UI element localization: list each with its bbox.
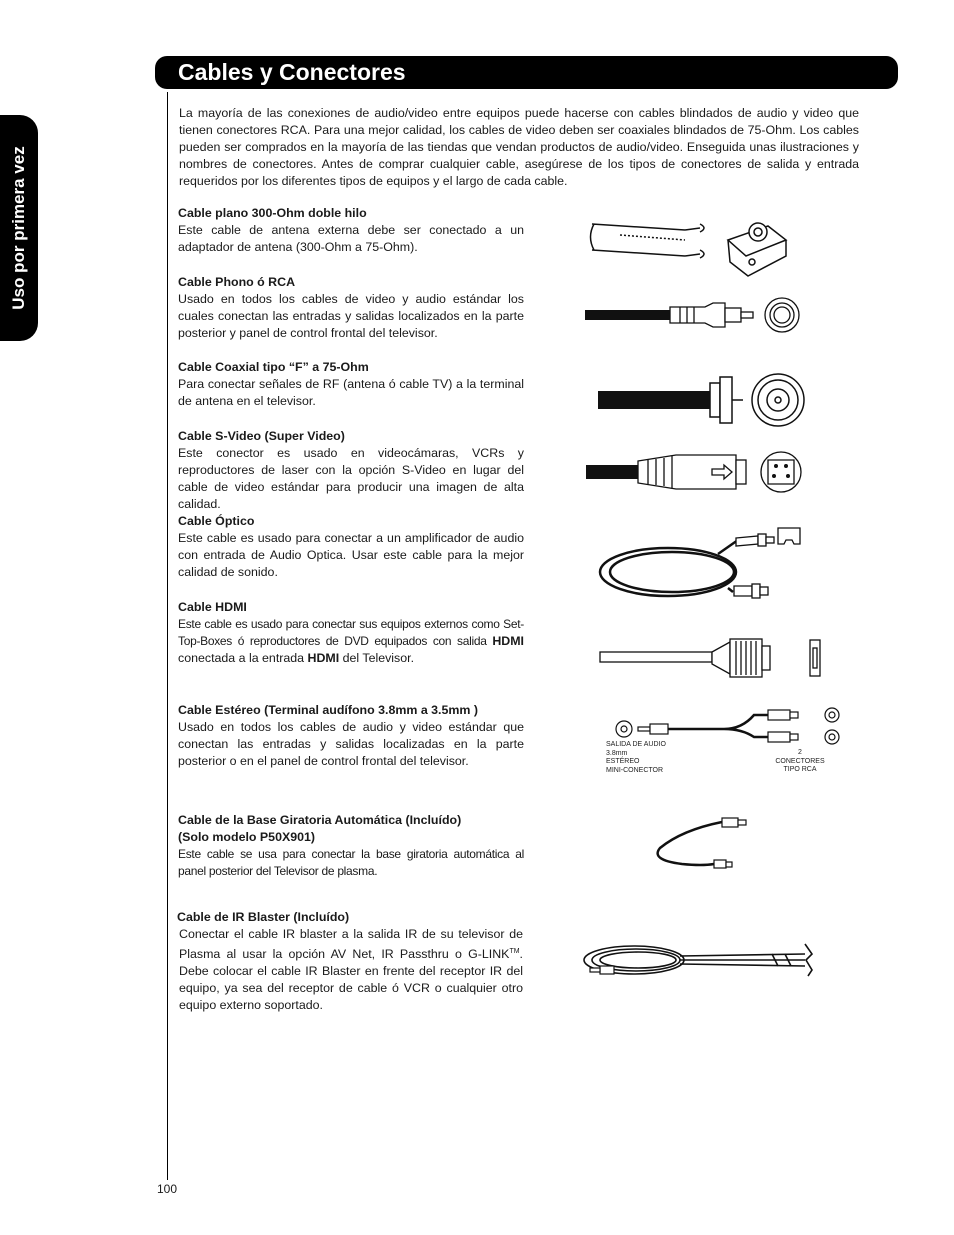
side-tab <box>0 115 38 341</box>
stereo-label-rca: 2 CONECTORES TIPO RCA <box>775 749 825 773</box>
section-body: Este cable se usa para conectar la base giratoria automática al panel posterior del Televisor de plasma. <box>178 847 524 878</box>
optical-cable-icon <box>598 526 808 606</box>
section-body: Este cable de antena externa debe ser conectado a un adaptador de antena (300-Ohm a 75-Ohm). <box>178 223 524 254</box>
coaxial-f-icon <box>598 373 808 429</box>
section-body: Este conector es usado en videocámaras, VCRs y reproductores de laser con la opción S-Video en lugar del cable de video estándar para producir una imagen de alta calidad. <box>178 446 524 511</box>
section-optical <box>178 513 524 581</box>
intro-paragraph: La mayoría de las conexiones de audio/video entre equipos puede hacerse con cables blindados de audio y video que tienen conectores RCA. Para una mejor calidad, los cables de video deben ser coaxiales blindados de 75-Ohm. Los cables pueden ser comprados en la mayoría de las tiendas que vendan productos de audio/video. Enseguida unas ilustraciones y nombres de conectores. Antes de comprar cualquier cable, asegúrese de los tipos de conectores de salida y entrada requeridos por los diferentes tipos de equipos y el largo de cada cable. <box>179 106 859 188</box>
section-title: Cable Coaxial tipo “F” a 75-Ohm <box>178 360 369 374</box>
section-title: Cable de la Base Giratoria Automática (Incluído) <box>178 813 462 827</box>
section-title: Cable Phono ó RCA <box>178 275 296 289</box>
section-s-video <box>178 428 524 513</box>
flat-cable-adapter-icon <box>590 210 790 280</box>
section-title: Cable Estéreo (Terminal audífono 3.8mm a 3.5mm ) <box>178 703 478 717</box>
section-title: Cable Óptico <box>178 514 255 528</box>
stereo-label-minijack: SALIDA DE AUDIO 3.8mm ESTÉREO MINI-CONECTOR <box>606 741 666 774</box>
rca-plug-icon <box>585 294 805 338</box>
margin-rule <box>167 92 168 1180</box>
section-flat-cable <box>178 205 524 256</box>
section-ir-blaster <box>177 909 523 1014</box>
ir-blaster-cable-icon <box>580 940 825 980</box>
hdmi-plug-icon <box>600 636 830 680</box>
section-coaxial <box>178 359 524 410</box>
section-swivel <box>178 812 524 880</box>
page-title: Cables y Conectores <box>178 59 406 85</box>
swivel-base-cable-icon <box>652 812 752 874</box>
section-body: Este cable es usado para conectar a un amplificador de audio con entrada de Audio Optica. Usar este cable para la mejor calidad de sonido. <box>178 531 524 579</box>
section-body: Conectar el cable IR blaster a la salida IR de su televisor de Plasma al usar la opción AV Net, IR Passthru o G-LINK™. Debe colocar el cable IR Blaster en frente del receptor IR del equipo, ya sea del receptor de cable ó VCR o cualquier otro equipo externo soportado. <box>179 927 523 1013</box>
section-body: Este cable es usado para conectar sus equipos externos como Set-Top-Boxes ó reproductores de DVD equipados con salida HDMI conectada a la entrada HDMI del Televisor. <box>178 617 524 665</box>
section-title: Cable de IR Blaster (Incluído) <box>177 910 350 924</box>
section-title: Cable S-Video (Super Video) <box>178 429 345 443</box>
s-video-plug-icon <box>586 448 806 496</box>
section-body: Usado en todos los cables de audio y video estándar que conectan las entradas y salidas localizadas en la parte posterior o en el panel de control frontal del televisor. <box>178 720 524 768</box>
page-number: 100 <box>157 1182 178 1196</box>
section-body: Usado en todos los cables de video y audio estándar los cuales conectan las entradas y salidas localizados en la parte posterior y panel de control frontal del televisor. <box>178 292 524 340</box>
section-subtitle: (Solo modelo P50X901) <box>178 830 316 844</box>
section-hdmi <box>178 599 524 667</box>
section-body: Para conectar señales de RF (antena ó cable TV) a la terminal de antena en el televisor. <box>178 377 524 408</box>
title-bar <box>155 56 898 89</box>
section-rca <box>178 274 524 342</box>
side-tab-label: Uso por primera vez <box>9 146 28 310</box>
section-stereo <box>178 702 524 770</box>
section-title: Cable HDMI <box>178 600 247 614</box>
section-title: Cable plano 300-Ohm doble hilo <box>178 206 367 220</box>
